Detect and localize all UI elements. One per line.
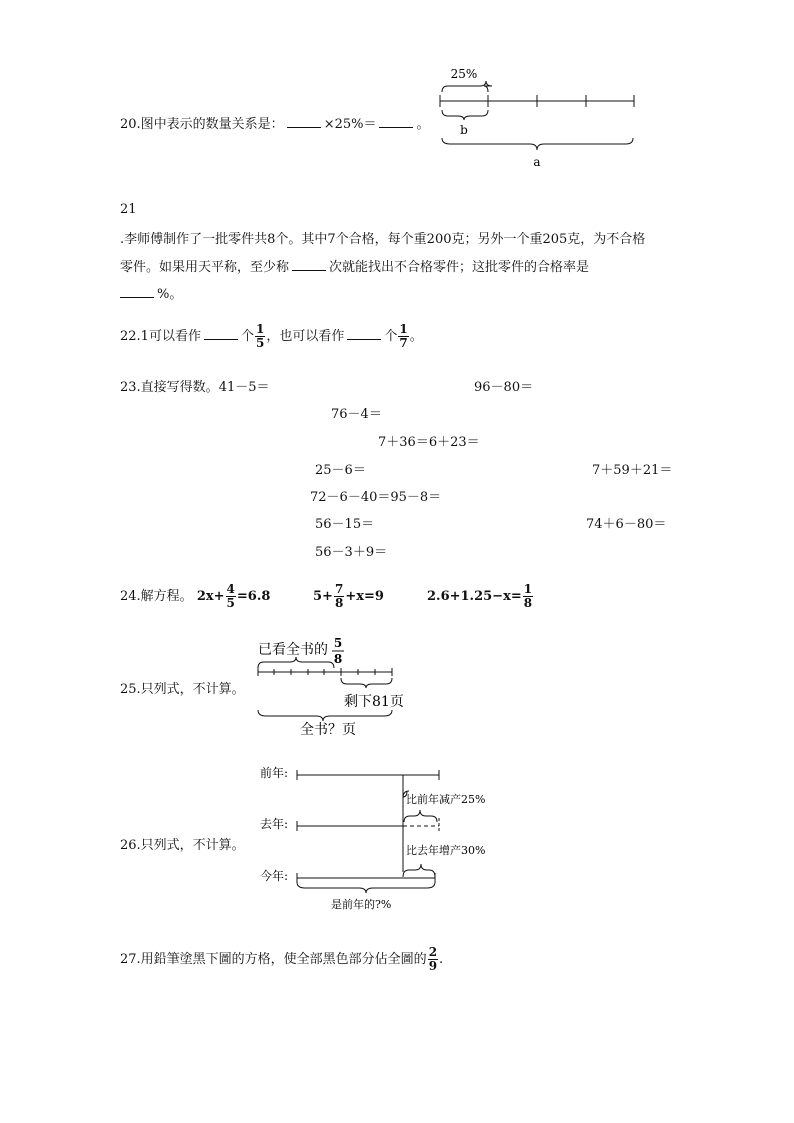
- calc-item: 76－4＝: [331, 407, 382, 422]
- whole-brace: [442, 138, 633, 150]
- calc-item: 41－5＝: [218, 380, 270, 395]
- question-22: 22.1可以看作 个 $\frac{1}{5}$ ，也可以看作 个 $\frac{1}{7}$ 。: [120, 322, 423, 350]
- answer-blank[interactable]: [379, 115, 413, 128]
- answer-blank[interactable]: [120, 285, 154, 298]
- question-text: .李师傅制作了一批零件共8个。其中7个合格，每个重200克；另外一个重205克，为不合格: [120, 232, 646, 247]
- fraction: $\frac{1}{5}$: [255, 322, 265, 350]
- svg-text:5: 5: [333, 636, 343, 650]
- question-23: 23.直接写得数。41－5＝: [120, 380, 270, 395]
- svg-text:是前年的?%: 是前年的?%: [331, 898, 392, 911]
- question-number: 26: [120, 838, 137, 853]
- calc-item: 74＋6－80＝: [586, 517, 667, 532]
- calc-item: 96－80＝: [474, 380, 534, 395]
- whole-brace: [258, 710, 392, 721]
- calc-item: 56－15＝: [315, 517, 375, 532]
- part-label: b: [460, 123, 468, 137]
- calc-item: 72－6－40＝95－8＝: [310, 490, 442, 505]
- calc-item: 7＋36＝6＋23＝: [378, 435, 480, 450]
- part-brace: [442, 110, 488, 120]
- svg-text:前年:: 前年:: [260, 766, 289, 780]
- question-number: 27: [120, 952, 137, 967]
- question-text: .图中表示的数量关系是：: [136, 117, 284, 132]
- answer-blank[interactable]: [347, 327, 381, 340]
- bottom-brace: [297, 882, 435, 893]
- expression-text: ×25%＝: [323, 117, 377, 132]
- question-number: 23: [120, 380, 137, 395]
- question-27: 27.用鉛筆塗黑下圖的方格，使全部黑色部分佔全圖的 $\frac{2}{9}$ .: [120, 945, 444, 973]
- question-20: 20.图中表示的数量关系是： ×25%＝ 。: [120, 117, 430, 132]
- answer-blank[interactable]: [292, 258, 326, 271]
- read-brace: [258, 657, 334, 668]
- equation-2: 5+ $\frac{7}{8}$ +x=9: [313, 582, 384, 610]
- q25-segment-diagram: [252, 628, 412, 740]
- question-number: 25: [120, 682, 137, 697]
- equation-3: 2.6+1.25−x= $\frac{1}{8}$: [427, 582, 533, 610]
- question-25: 25.只列式，不计算。: [120, 682, 245, 697]
- question-text-line2: 零件。如果用天平称，至少称 次就能找出不合格零件；这批零件的合格率是: [120, 260, 590, 275]
- svg-text:今年:: 今年:: [260, 869, 289, 883]
- q26-segment-diagram: [255, 760, 505, 915]
- calc-item: 7＋59＋21＝: [592, 463, 673, 478]
- whole-label: a: [533, 155, 541, 169]
- remain-label: 剩下81页: [344, 694, 404, 710]
- fraction: $\frac{2}{9}$: [428, 945, 438, 973]
- remain-brace: [341, 678, 392, 688]
- top-label: 25%: [450, 67, 478, 81]
- calc-item: 56－3＋9＝: [315, 545, 388, 560]
- answer-blank[interactable]: [204, 327, 238, 340]
- question-number: 22: [120, 329, 137, 344]
- svg-text:8: 8: [333, 652, 343, 666]
- row3-brace: [403, 864, 435, 877]
- question-number: 24: [120, 589, 137, 604]
- answer-blank[interactable]: [287, 115, 321, 128]
- svg-text:去年:: 去年:: [260, 817, 289, 831]
- calc-item: 25－6＝: [315, 463, 366, 478]
- question-24: 24.解方程。 2x+ $\frac{4}{5}$ =6.8: [120, 582, 271, 610]
- svg-text:比前年减产25%: 比前年减产25%: [406, 793, 486, 806]
- question-text-line3: %。: [120, 283, 182, 302]
- whole-label: 全书？页: [300, 722, 356, 738]
- question-number: 21: [120, 202, 137, 217]
- question-26: 26.只列式，不计算。: [120, 838, 245, 853]
- row2-brace: [404, 810, 437, 822]
- svg-text:比去年增产30%: 比去年增产30%: [406, 844, 486, 857]
- equation-1: 2x+ $\frac{4}{5}$ =6.8: [196, 582, 271, 610]
- fraction: $\frac{1}{7}$: [399, 322, 408, 350]
- top-brace: [442, 81, 492, 92]
- q20-segment-diagram: [436, 62, 646, 172]
- question-number: 20: [120, 117, 137, 132]
- read-label: 已看全书的: [258, 642, 328, 658]
